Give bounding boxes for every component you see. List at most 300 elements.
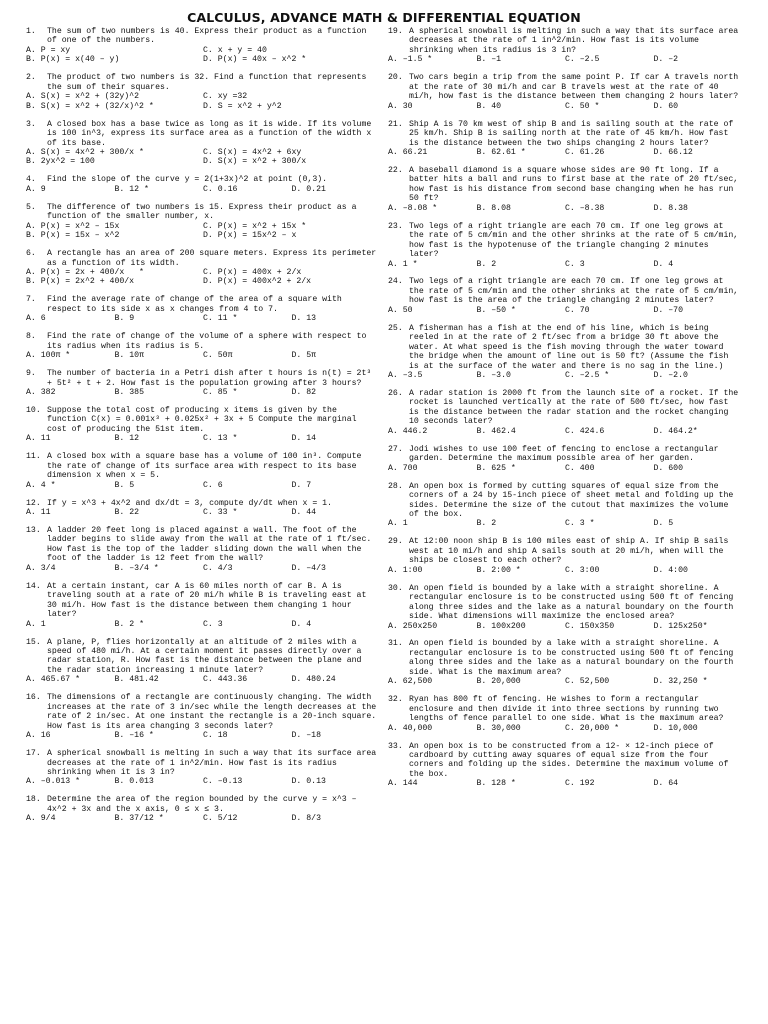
answer-options: [26, 222, 380, 241]
answer-option: D. 82: [291, 388, 317, 398]
answer-option: D. P(x) = 15x^2 – x: [203, 231, 297, 241]
answer-options: [388, 566, 742, 575]
answer-options: [388, 371, 742, 380]
answer-option: B. –50 *: [476, 305, 516, 315]
question-text: Find the slope of the curve y = 2(1+3x)^2 at point (0,3).: [47, 175, 328, 185]
answer-options: [26, 148, 380, 167]
answer-option: D. 32,250 *: [653, 677, 708, 687]
answer-option: A. 66.21: [388, 147, 428, 157]
answer-option: A. 62,500: [388, 677, 433, 687]
question-stem: [26, 452, 380, 480]
question-text: Two legs of a right triangle are each 70 cm. If one leg grows at the rate of 5 cm/min and the other shrinks at the rate of 5 cm/min, how fast is the hypotenuse of the triangle changing 2 minutes later?: [409, 221, 739, 260]
question-stem: [26, 638, 380, 676]
question-number: 5.: [26, 202, 36, 212]
question-text: A fisherman has a fish at the end of his line, which is being reeled in at the rate of 2 ft/sec from a bridge 30 ft above the water. At what speed is the fish moving through the water toward the bridge when the amount of line out is 50 ft? (Assume the fish is at the surface of the water and there is no sag in the line.): [409, 323, 729, 371]
answer-option: B. 20,000: [476, 677, 521, 687]
question-text: Two cars begin a trip from the same point P. If car A travels north at the rate of 30 mi/h and car B travels west at the rate of 40 mi/h, how fast is the distance between them changing 2 hours later?: [409, 73, 739, 102]
answer-option: B. 62.61 *: [476, 147, 526, 157]
question-text: A baseball diamond is a square whose sides are 90 ft long. If a batter hits a ball and runs to first base at the rate of 20 ft/sec, how fast is his distance from second base changing when he has run 50 ft?: [409, 165, 739, 204]
question-number: 3.: [26, 119, 36, 129]
answer-option: B. –16 *: [114, 731, 154, 741]
question-stem: [26, 526, 380, 564]
answer-option: D. 64: [653, 779, 679, 789]
question-item: [26, 638, 380, 685]
answer-option: C. 4/3: [203, 563, 233, 573]
answer-option: A. 3/4: [26, 563, 56, 573]
question-text: A rectangle has an area of 200 square meters. Express its perimeter as a function of its width.: [47, 249, 377, 268]
question-number: 26.: [388, 389, 403, 398]
question-text: Two legs of a right triangle are each 70 cm. If one leg grows at the rate of 5 cm/min and the other shrinks at the rate of 5 cm/min, how fast is the area of the triangle changing 2 minutes later?: [409, 277, 739, 306]
question-item: [26, 526, 380, 573]
answer-option: C. 424.6: [565, 426, 605, 436]
answer-option: B. 37/12 *: [114, 814, 164, 824]
answer-option: B. 462.4: [476, 426, 516, 436]
question-text: Find the average rate of change of the area of a square with respect to its side x as x changes from 4 to 7.: [47, 295, 342, 314]
answer-options: [26, 92, 380, 111]
answer-options: [26, 564, 380, 573]
answer-option: A. 1: [26, 619, 46, 629]
question-stem: [26, 332, 380, 351]
answer-options: [388, 622, 742, 631]
answer-option: D. 8/3: [291, 814, 321, 824]
question-number: 19.: [388, 27, 403, 36]
answer-option: B. 0.013: [114, 777, 154, 787]
answer-options: [26, 675, 380, 684]
question-item: [26, 693, 380, 740]
answer-option: A. 250x250: [388, 621, 438, 631]
answer-option: B. 40: [476, 101, 502, 111]
question-stem: [26, 795, 380, 814]
left-column: [26, 27, 380, 832]
answer-option: C. 33 *: [203, 508, 238, 518]
answer-option: B. 5: [114, 480, 135, 490]
question-item: [26, 582, 380, 629]
question-item: [388, 27, 742, 65]
answer-option: A. 144: [388, 779, 418, 789]
answer-options: [26, 814, 380, 823]
answer-options: [26, 620, 380, 629]
answer-option: D. 60: [653, 101, 679, 111]
answer-option: A. P(x) = 2x + 400/x *: [26, 268, 144, 278]
answer-option: B. 128 *: [476, 779, 516, 789]
answer-option: B. 385: [114, 388, 144, 398]
question-text: Suppose the total cost of producing x items is given by the function C(x) = 0.001x³ + 0.025x² + 3x + 5 Compute the marginal cost of producing the 51st item.: [47, 406, 357, 434]
answer-option: C. xy =32: [203, 92, 248, 102]
question-text: An open box is to be constructed from a 12- × 12-inch piece of cardboard by cutting away squares of equal size from the four corners and folding up the sides. Determine the maximum volume of the box.: [409, 741, 729, 779]
question-text: A radar station is 2000 ft from the launch site of a rocket. If the rocket is launched vertically at the rate of 500 ft/sec, how fast is the distance between the radar station and the rocket changing 10 seconds later?: [409, 389, 739, 427]
answer-option: D. 13: [291, 314, 317, 324]
question-item: [388, 277, 742, 315]
answer-option: A. –8.08 *: [388, 203, 438, 213]
question-text: A closed box with a square base has a volume of 100 in³. Compute the rate of change of its surface area with respect to its base dimension x when x = 5.: [47, 452, 362, 481]
answer-option: B. 100x200: [476, 621, 526, 631]
answer-option: B. 12: [114, 434, 140, 444]
answer-option: D. 66.12: [653, 147, 693, 157]
question-item: [388, 445, 742, 473]
question-number: 30.: [388, 583, 403, 593]
answer-options: [26, 434, 380, 443]
question-item: [26, 120, 380, 167]
question-number: 10.: [26, 406, 41, 415]
answer-options: [388, 260, 742, 269]
question-number: 6.: [26, 249, 36, 259]
answer-options: [388, 102, 742, 111]
question-stem: [26, 249, 380, 268]
question-stem: [388, 222, 742, 260]
answer-option: C. 50 *: [565, 101, 600, 111]
answer-option: D. –70: [653, 305, 683, 315]
answer-option: C. 443.36: [203, 675, 248, 685]
answer-option: A. 6: [26, 314, 46, 324]
question-stem: [26, 295, 380, 314]
question-text: A ladder 20 feet long is placed against a wall. The foot of the ladder begins to slide away from the wall at the rate of 1 ft/sec. How fast is the top of the ladder sliding down the wall when the foot of the ladder is 12 feet from the wall?: [47, 526, 372, 564]
answer-option: B. –1: [476, 55, 502, 65]
answer-option: A. 50: [388, 305, 413, 315]
answer-option: A. 40,000: [388, 723, 433, 733]
question-item: [388, 639, 742, 686]
answer-options: [26, 508, 380, 517]
answer-option: B. P(x) = 2x^2 + 400/x: [26, 277, 135, 287]
answer-option: D. S = x^2 + y^2: [203, 101, 282, 111]
question-stem: [26, 499, 380, 508]
answer-options: [26, 314, 380, 323]
answer-option: D. 480.24: [291, 675, 336, 685]
answer-options: [388, 724, 742, 733]
question-stem: [26, 406, 380, 434]
question-number: 27.: [388, 444, 403, 454]
answer-option: D. 10,000: [653, 723, 698, 733]
question-item: [26, 406, 380, 444]
answer-option: B. –3.0: [476, 371, 511, 381]
right-column: [388, 27, 742, 832]
answer-options: [388, 519, 742, 528]
question-text: An open box is formed by cutting squares of equal size from the corners of a 24 by 15-inch piece of sheet metal and folding up the sides. Determine the size of the cutout that maximizes the volume of the box.: [409, 481, 734, 519]
answer-options: [388, 677, 742, 686]
question-stem: [388, 27, 742, 55]
answer-option: B. 481.42: [114, 675, 159, 685]
question-stem: [388, 584, 742, 622]
answer-option: A. –0.013 *: [26, 777, 81, 787]
answer-option: C. 11 *: [203, 314, 238, 324]
answer-options: [26, 481, 380, 490]
answer-option: B. 2:00 *: [476, 565, 521, 575]
answer-option: A. –1.5 *: [388, 55, 433, 65]
question-stem: [388, 537, 742, 565]
question-number: 8.: [26, 332, 36, 342]
question-item: [388, 742, 742, 789]
answer-option: C. 18: [203, 731, 228, 741]
question-item: [26, 369, 380, 397]
answer-option: D. –4/3: [291, 563, 326, 573]
answer-option: C. 85 *: [203, 388, 238, 398]
question-stem: [26, 369, 380, 388]
answer-option: B. P(x) = x(40 – y): [26, 55, 120, 65]
question-number: 17.: [26, 749, 41, 759]
question-stem: [388, 73, 742, 101]
question-number: 14.: [26, 581, 41, 591]
question-stem: [388, 445, 742, 464]
question-stem: [388, 742, 742, 780]
answer-option: A. 382: [26, 388, 56, 398]
answer-options: [26, 388, 380, 397]
answer-option: C. 13 *: [203, 434, 238, 444]
answer-options: [26, 46, 380, 65]
answer-option: C. –2.5 *: [565, 371, 610, 381]
answer-option: C. 3 *: [565, 519, 595, 529]
answer-option: D. –18: [291, 731, 321, 741]
answer-option: D. 7: [291, 480, 312, 490]
answer-option: D. 0.13: [291, 777, 326, 787]
answer-option: D. 4:00: [653, 565, 688, 575]
question-number: 23.: [388, 221, 403, 231]
answer-option: D. 5π: [291, 351, 317, 361]
answer-option: B. 22: [114, 508, 140, 518]
answer-option: C. 70: [565, 305, 590, 315]
question-text: The product of two numbers is 32. Find a function that represents the sum of their squares.: [47, 73, 367, 92]
question-number: 18.: [26, 795, 41, 805]
answer-options: [388, 306, 742, 315]
answer-option: C. 0.16: [203, 184, 238, 194]
answer-option: B. S(x) = x^2 + (32/x)^2 *: [26, 101, 154, 111]
question-number: 9.: [26, 369, 36, 379]
question-number: 15.: [26, 637, 41, 647]
question-item: [388, 537, 742, 575]
answer-option: A. 1:00: [388, 565, 423, 575]
answer-option: A. 1: [388, 519, 408, 529]
answer-option: A. 1 *: [388, 259, 418, 269]
answer-option: A. 9/4: [26, 814, 56, 824]
answer-option: A. 11: [26, 434, 51, 444]
question-number: 32.: [388, 695, 403, 705]
question-number: 28.: [388, 481, 403, 491]
answer-option: D. –2: [653, 55, 679, 65]
answer-option: D. P(x) = 40x – x^2 *: [203, 55, 307, 65]
question-stem: [388, 166, 742, 204]
question-item: [388, 389, 742, 436]
answer-option: C. 3: [565, 259, 585, 269]
answer-option: B. 30,000: [476, 723, 521, 733]
question-text: At a certain instant, car A is 60 miles north of car B. A is traveling south at a rate of 20 mi/h while B is traveling east at 30 mi/h. How fast is the distance between them changing 1 hour later?: [47, 581, 367, 620]
answer-options: [26, 777, 380, 786]
answer-option: C. 3: [203, 619, 223, 629]
question-item: [388, 222, 742, 269]
question-stem: [26, 749, 380, 777]
question-stem: [388, 695, 742, 723]
answer-option: D. P(x) = 400x^2 + 2/x: [203, 277, 312, 287]
answer-option: B. 2: [476, 519, 497, 529]
question-item: [26, 175, 380, 194]
answer-option: A. 30: [388, 101, 413, 111]
answer-option: A. 11: [26, 508, 51, 518]
question-item: [388, 324, 742, 381]
answer-options: [26, 351, 380, 360]
question-item: [26, 295, 380, 323]
answer-option: A. 9: [26, 184, 46, 194]
question-text: A plane, P, flies horizontally at an altitude of 2 miles with a speed of 480 mi/h. At a certain moment it passes directly over a radar station, R. How fast is the distance between the plane and the radar station increasing 1 minute later?: [47, 637, 362, 675]
question-text: A spherical snowball is melting in such a way that its surface area decreases at the rate of 1 in^2/min. How fast is its radius shrinking when it is 3 in?: [47, 749, 377, 777]
question-stem: [388, 277, 742, 305]
answer-option: B. 10π: [114, 351, 144, 361]
question-text: The difference of two numbers is 15. Express their product as a function of the smaller number, x.: [47, 202, 357, 222]
question-item: [388, 482, 742, 529]
question-item: [26, 73, 380, 111]
question-stem: [26, 693, 380, 731]
answer-option: A. P(x) = x^2 – 15x: [26, 221, 120, 231]
question-number: 20.: [388, 73, 403, 83]
answer-option: C. 61.26: [565, 147, 605, 157]
question-item: [388, 120, 742, 158]
question-text: An open field is bounded by a lake with a straight shoreline. A rectangular enclosure is to be constructed using 500 ft of fencing along three sides and the lake as a natural boundary on the fourth side. What dimensions will maximize the enclosed area?: [409, 583, 734, 622]
answer-option: C. 150x350: [565, 621, 615, 631]
question-text: A closed box has a base twice as long as it is wide. If its volume is 100 in^3, express its surface area as a function of the width x of its base.: [47, 119, 372, 148]
answer-option: D. 464.2*: [653, 426, 698, 436]
question-number: 24.: [388, 277, 403, 287]
question-stem: [388, 639, 742, 677]
question-item: [26, 27, 380, 65]
answer-option: A. S(x) = x^2 + (32y)^2: [26, 92, 140, 102]
answer-options: [26, 268, 380, 287]
answer-option: C. 3:00: [565, 565, 600, 575]
answer-option: B. 625 *: [476, 463, 516, 473]
question-text: Determine the area of the region bounded by the curve y = x^3 – 4x^2 + 3x and the x axis, 0 ≤ x ≤ 3.: [47, 795, 357, 814]
question-stem: [26, 120, 380, 148]
answer-option: C. x + y = 40: [203, 45, 267, 55]
answer-option: C. P(x) = x^2 + 15x *: [203, 221, 307, 231]
question-stem: [26, 27, 380, 46]
answer-option: C. –2.5: [565, 55, 600, 65]
question-text: Find the rate of change of the volume of a sphere with respect to its radius when its radius is 5.: [47, 332, 367, 351]
question-number: 16.: [26, 693, 41, 703]
answer-option: C. 52,500: [565, 677, 610, 687]
answer-option: D. 8.38: [653, 203, 688, 213]
question-text: An open field is bounded by a lake with a straight shoreline. A rectangular enclosure is to be constructed using 500 ft of fencing along three sides and the lake as a natural boundary on the fourth side. What is the maximum area?: [409, 639, 734, 677]
answer-option: D. –2.0: [653, 371, 688, 381]
answer-option: B. 2: [476, 259, 497, 269]
question-number: 1.: [26, 27, 36, 36]
question-number: 7.: [26, 295, 36, 305]
answer-option: D. S(x) = x^2 + 300/x: [203, 157, 307, 167]
answer-options: [26, 731, 380, 740]
answer-option: C. –0.13: [203, 777, 243, 787]
question-item: [388, 695, 742, 733]
answer-option: A. P = xy: [26, 45, 71, 55]
question-number: 13.: [26, 526, 41, 536]
answer-options: [388, 55, 742, 64]
question-number: 21.: [388, 119, 403, 129]
answer-option: D. 0.21: [291, 184, 326, 194]
answer-options: [388, 427, 742, 436]
answer-option: C. –8.38: [565, 203, 605, 213]
question-stem: [388, 482, 742, 520]
question-number: 4.: [26, 175, 36, 185]
answer-option: C. 192: [565, 779, 595, 789]
answer-option: A. 100π *: [26, 351, 71, 361]
question-item: [388, 73, 742, 111]
question-number: 31.: [388, 639, 403, 649]
answer-option: B. 2yx^2 = 100: [26, 157, 95, 167]
answer-option: D. 4: [291, 619, 312, 629]
answer-option: B. P(x) = 15x – x^2: [26, 231, 120, 241]
question-text: Jodi wishes to use 100 feet of fencing to enclose a rectangular garden. Determine the maximum possible area of her garden.: [409, 444, 719, 464]
answer-options: [388, 779, 742, 788]
question-item: [26, 249, 380, 287]
answer-option: A. 446.2: [388, 426, 428, 436]
answer-options: [388, 464, 742, 473]
answer-option: B. 2 *: [114, 619, 144, 629]
question-text: The number of bacteria in a Petri dish after t hours is n(t) = 2t³ + 5t² + t + 2. How fast is the population growing after 3 hours?: [47, 369, 372, 388]
question-text: A spherical snowball is melting in such a way that its surface area decreases at the rate of 1 in^2/min. How fast is its volume shrinking when its radius is 3 in?: [409, 27, 739, 55]
answer-options: [26, 185, 380, 194]
answer-option: D. 125x250*: [653, 621, 708, 631]
answer-option: C. P(x) = 400x + 2/x: [203, 268, 302, 278]
question-number: 29.: [388, 537, 403, 547]
question-stem: [26, 175, 380, 184]
answer-option: C. 400: [565, 463, 595, 473]
question-item: [388, 166, 742, 213]
answer-option: A. 16: [26, 731, 51, 741]
answer-option: C. 20,000 *: [565, 723, 620, 733]
question-stem: [26, 203, 380, 222]
question-item: [26, 203, 380, 241]
answer-option: B. 8.08: [476, 203, 511, 213]
question-number: 25.: [388, 323, 403, 333]
answer-option: D. 44: [291, 508, 317, 518]
question-item: [26, 749, 380, 787]
question-item: [26, 499, 380, 518]
question-item: [26, 452, 380, 490]
answer-options: [388, 148, 742, 157]
question-text: Ship A is 70 km west of ship B and is sailing south at the rate of 25 km/h. Ship B is sailing north at the rate of 45 km/h. How fast is the distance between the two ships changing 2 hours later?: [409, 119, 734, 148]
answer-option: C. 6: [203, 480, 223, 490]
question-item: [26, 795, 380, 823]
question-text: If y = x^3 + 4x^2 and dx/dt = 3, compute dy/dt when x = 1.: [47, 498, 332, 508]
question-stem: [388, 120, 742, 148]
answer-option: B. 9: [114, 314, 135, 324]
question-item: [388, 584, 742, 631]
question-columns: [26, 27, 742, 832]
question-text: The sum of two numbers is 40. Express their product as a function of one of the numbers.: [47, 27, 367, 46]
question-number: 22.: [388, 165, 403, 175]
answer-option: C. 5/12: [203, 814, 238, 824]
answer-option: C. S(x) = 4x^2 + 6xy: [203, 147, 302, 157]
question-number: 33.: [388, 741, 403, 751]
answer-option: B. 12 *: [114, 184, 149, 194]
question-number: 2.: [26, 73, 36, 83]
question-number: 12.: [26, 498, 41, 508]
answer-option: D. 600: [653, 463, 683, 473]
answer-option: A. 465.67 *: [26, 675, 81, 685]
question-item: [26, 332, 380, 360]
question-stem: [388, 324, 742, 371]
question-text: The dimensions of a rectangle are continuously changing. The width increases at the rate of 3 in/sec while the length decreases at the rate of 2 in/sec. At one instant the rectangle is a 20-inch square. How fast is its area changing 3 seconds later?: [47, 693, 377, 731]
page-title: CALCULUS, ADVANCE MATH & DIFFERENTIAL EQUATION: [187, 10, 581, 25]
question-stem: [388, 389, 742, 427]
answer-option: B. –3/4 *: [114, 563, 159, 573]
question-stem: [26, 582, 380, 620]
answer-option: A. S(x) = 4x^2 + 300/x *: [26, 147, 144, 157]
answer-option: C. 50π: [203, 351, 233, 361]
answer-option: A. 700: [388, 463, 418, 473]
question-number: 11.: [26, 452, 41, 462]
answer-option: A. 4 *: [26, 480, 56, 490]
answer-options: [388, 204, 742, 213]
question-text: Ryan has 800 ft of fencing. He wishes to form a rectangular enclosure and then divide it into three sections by running two lengths of fence parallel to one side. What is the maximum area?: [409, 695, 724, 724]
answer-option: D. 14: [291, 434, 317, 444]
answer-option: D. 4: [653, 259, 674, 269]
question-stem: [26, 73, 380, 92]
answer-option: A. –3.5: [388, 371, 423, 381]
answer-option: D. 5: [653, 519, 674, 529]
